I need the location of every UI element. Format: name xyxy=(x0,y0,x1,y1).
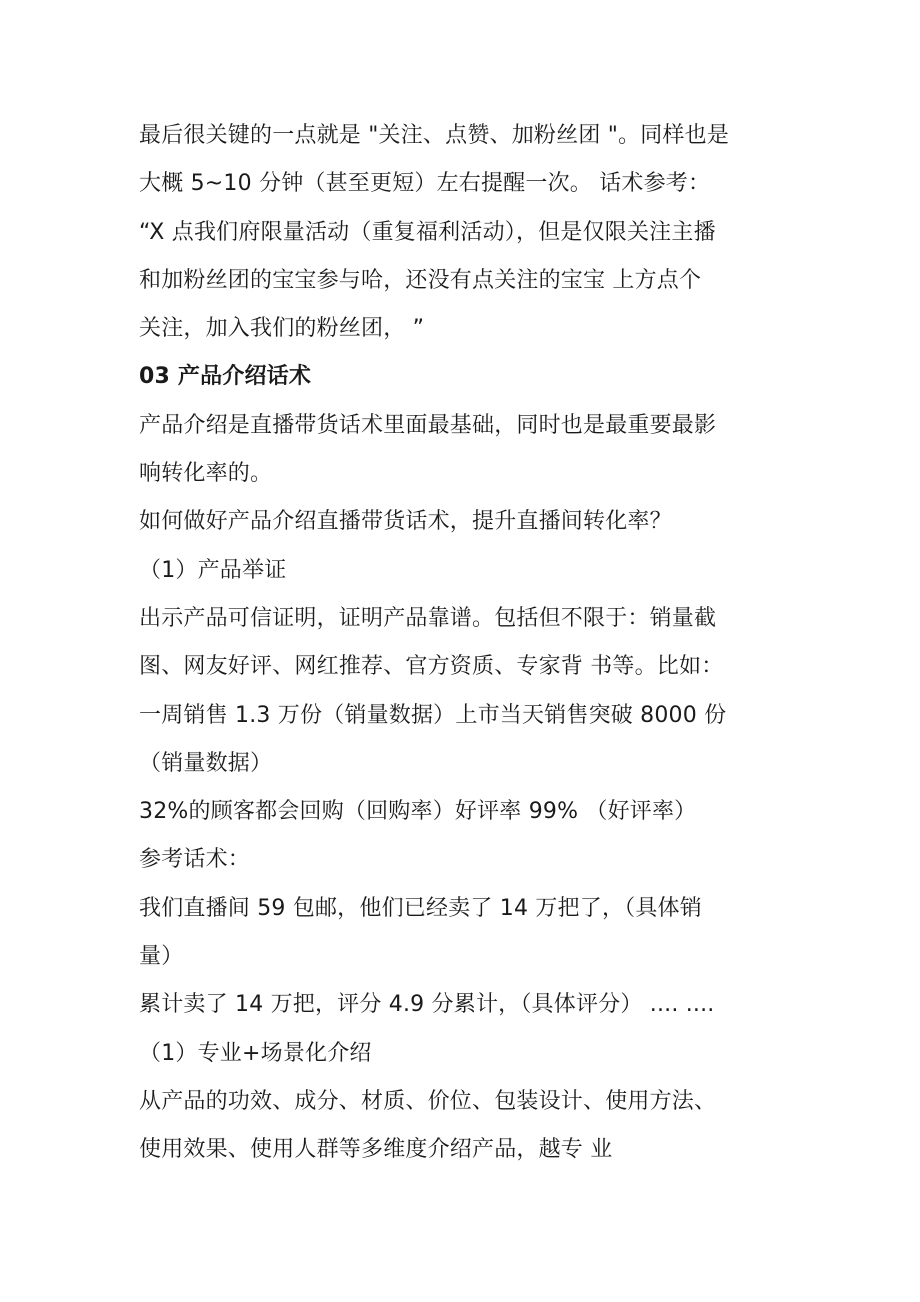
paragraph-line: 量） xyxy=(139,944,184,970)
paragraph-line: 累计卖了 14 万把，评分 4.9 分累计，（具体评分） .... .... xyxy=(139,992,715,1018)
paragraph-line: 响转化率的。 xyxy=(139,461,273,487)
paragraph-line: （销量数据） xyxy=(139,750,273,776)
paragraph-line: 如何做好产品介绍直播带货话术，提升直播间转化率？ xyxy=(139,509,672,535)
paragraph-line: 最后很关键的一点就是 "关注、点赞、加粉丝团 "。同样也是 xyxy=(139,123,730,148)
paragraph-line: 出示产品可信证明，证明产品靠谱。包括但不限于：销量截 xyxy=(139,605,717,631)
paragraph-line: 我们直播间 59 包邮，他们已经卖了 14 万把了，（具体销 xyxy=(139,895,702,921)
paragraph-line: 从产品的功效、成分、材质、价位、包装设计、使用方法、 xyxy=(139,1088,717,1114)
paragraph-line: 关注，加入我们的粉丝团， ” xyxy=(139,316,425,342)
document-page xyxy=(139,112,789,1175)
section-heading: 03 产品介绍话术 xyxy=(139,364,312,390)
paragraph-line: 使用效果、使用人群等多维度介绍产品，越专 业 xyxy=(139,1137,613,1163)
paragraph-line: 图、网友好评、网红推荐、官方资质、专家背 书等。比如： xyxy=(139,654,724,680)
paragraph-line: 和加粉丝团的宝宝参与哈，还没有点关注的宝宝 上方点个 xyxy=(139,267,702,293)
paragraph-line: 参考话术： xyxy=(139,847,251,873)
subsection-heading: （1）产品举证 xyxy=(139,557,287,583)
paragraph-line: 大概 5~10 分钟（甚至更短）左右提醒一次。 话术参考： xyxy=(139,171,711,197)
paragraph-line: “X 点我们府限量活动（重复福利活动），但是仅限关注主播 xyxy=(139,219,716,245)
subsection-heading: （1）专业+场景化介绍 xyxy=(139,1040,372,1066)
paragraph-line: 产品介绍是直播带货话术里面最基础，同时也是最重要最影 xyxy=(139,412,717,438)
paragraph-line: 32%的顾客都会回购（回购率）好评率 99% （好评率） xyxy=(139,799,697,825)
paragraph-line: 一周销售 1.3 万份（销量数据）上市当天销售突破 8000 份 xyxy=(139,702,727,728)
